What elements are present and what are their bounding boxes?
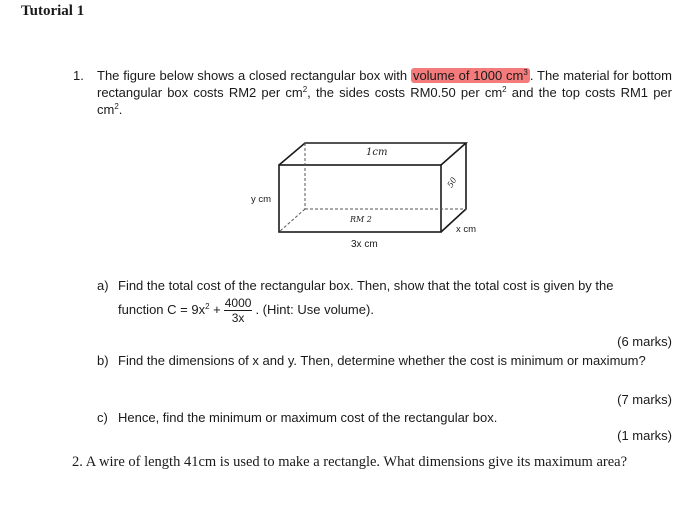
handwritten-side-note: 50: [445, 175, 459, 190]
q1-text-part2: , the sides costs RM0.50 per cm: [307, 85, 503, 100]
label-y: y cm: [251, 194, 272, 205]
label-x: x cm: [456, 224, 477, 235]
part-a-letter: a): [97, 278, 109, 293]
part-a-function: [118, 296, 374, 325]
volume-highlight-text: volume of 1000 cm: [412, 68, 524, 83]
part-c-letter: c): [97, 410, 108, 425]
function-fraction: [224, 296, 253, 325]
part-b-letter: b): [97, 353, 109, 368]
volume-sup: 3: [523, 68, 528, 77]
part-b-text: Find the dimensions of x and y. Then, determine whether the cost is minimum or maximum?: [118, 353, 646, 368]
q1-text-part3: and the top costs RM1 per cm: [97, 85, 672, 117]
handwritten-bottom-note: RM 2: [350, 215, 372, 224]
part-a-marks: (6 marks): [617, 334, 672, 349]
q1-text-part4: .: [118, 102, 123, 117]
function-prefix: function C = 9x: [118, 301, 206, 317]
label-3x: 3x cm: [351, 239, 378, 250]
part-c-text: Hence, find the minimum or maximum cost of the rectangular box.: [118, 410, 498, 425]
fraction-numerator: 4000: [224, 296, 252, 310]
part-c-marks: (1 marks): [617, 428, 672, 443]
question-1-number: 1.: [73, 68, 84, 83]
function-hint: . (Hint: Use volume).: [255, 301, 374, 317]
part-b-marks: (7 marks): [617, 392, 672, 407]
q1-text-part1: . The material for bottom rectangular box costs RM2 per cm: [97, 68, 672, 100]
function-plus: +: [209, 301, 221, 317]
page-title: Tutorial 1: [21, 3, 85, 19]
q1-sup2: 2: [502, 85, 507, 94]
fraction-denominator: 3x: [231, 311, 245, 325]
q1-sup1: 2: [302, 85, 308, 94]
part-a-line1: Find the total cost of the rectangular box. Then, show that the total cost is given by the: [118, 278, 614, 293]
q1-sup3: 2: [114, 102, 119, 111]
handwritten-top-note: 1cm: [366, 147, 388, 158]
question-2-text: 2. A wire of length 41cm is used to make a rectangle. What dimensions give its maximum area?: [72, 454, 628, 470]
function-sup: 2: [205, 301, 210, 311]
q1-text-before: The figure below shows a closed rectangular box with: [97, 68, 408, 83]
box-hidden-edge-diagonal: [279, 209, 305, 232]
